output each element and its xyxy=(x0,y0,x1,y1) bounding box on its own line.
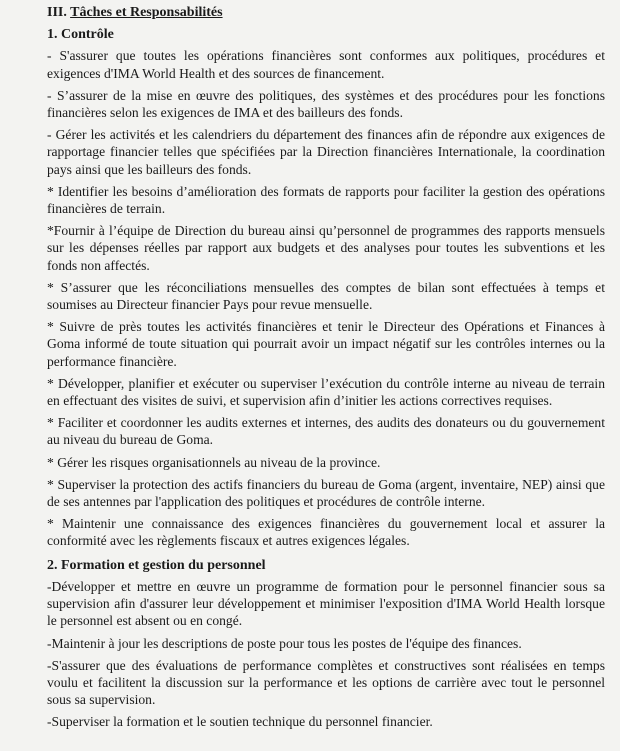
list-item: *Fournir à l’équipe de Direction du bureau ainsi qu’personnel de programmes des rapports mensuels sur les dépenses réelles par rapport aux budgets et des analyses pour toutes les subventions et les fonds non affectés. xyxy=(47,223,605,273)
section-title xyxy=(47,4,605,21)
subsection-formation xyxy=(47,557,605,731)
list-item: * Identifier les besoins d’amélioration des formats de rapports pour faciliter la gestion des opérations financières de terrain. xyxy=(47,183,605,217)
list-item: - Gérer les activités et les calendriers du département des finances afin de répondre aux exigences de rapportage financier telles que spécifiées par la Direction financières Internationale, la coordination pays ainsi que les bailleurs des fonds. xyxy=(47,127,605,177)
list-item: -Maintenir à jour les descriptions de poste pour tous les postes de l'équipe des finances. xyxy=(47,635,522,651)
list-item: -Développer et mettre en œuvre un programme de formation pour le personnel financier sous sa supervision afin d'assurer leur développement et minimiser l'exposition d'IMA World Health lorsque le personnel est absent ou en congé. xyxy=(47,578,605,629)
subsection-controle xyxy=(47,26,605,549)
list-item: * Suivre de près toutes les activités financières et tenir le Directeur des Opérations et Finances à Goma informé de toute situation qui pourrait avoir un impact négatif sur les contrôles internes ou la performance financière. xyxy=(47,319,605,369)
section-numeral: III. xyxy=(47,5,67,20)
list-item: -S'assurer que des évaluations de performance complètes et constructives sont réalisées en temps voulu et facilitent la discussion sur la performance et les options de carrière avec tout le personnel sous sa supervision. xyxy=(47,657,605,708)
list-item: -Superviser la formation et le soutien technique du personnel financier. xyxy=(47,714,433,730)
section-title-text: Tâches et Responsabilités xyxy=(70,5,223,20)
subsection-heading: 1. Contrôle xyxy=(47,27,114,43)
list-item: * Gérer les risques organisationnels au niveau de la province. xyxy=(47,454,381,470)
list-item: * Développer, planifier et exécuter ou superviser l’exécution du contrôle interne au niveau de terrain en effectuant des visites de suivi, et supervision afin d’initier les actions correctives requises. xyxy=(47,375,605,409)
list-item: * Superviser la protection des actifs financiers du bureau de Goma (argent, inventaire, NEP) ainsi que de ses antennes par l'application des politiques et procédures de contrôle interne. xyxy=(47,476,605,510)
subsection-heading: 2. Formation et gestion du personnel xyxy=(47,557,266,573)
list-item: * S’assurer que les réconciliations mensuelles des comptes de bilan sont effectuées à temps et soumises au Directeur financier Pays pour revue mensuelle. xyxy=(47,279,605,313)
list-item: - S’assurer de la mise en œuvre des politiques, des systèmes et des procédures pour les fonctions financières selon les exigences de IMA et des bailleurs des fonds. xyxy=(47,87,605,121)
list-item: * Faciliter et coordonner les audits externes et internes, des audits des donateurs ou du gouvernement au niveau du bureau de Goma. xyxy=(47,415,605,448)
list-item: - S'assurer que toutes les opérations financières sont conformes aux politiques, procédures et exigences d'IMA World Health et des sources de financement. xyxy=(47,48,605,81)
list-item: * Maintenir une connaissance des exigences financières du gouvernement local et assurer la conformité avec les règlements fiscaux et autres exigences légales. xyxy=(47,516,605,549)
